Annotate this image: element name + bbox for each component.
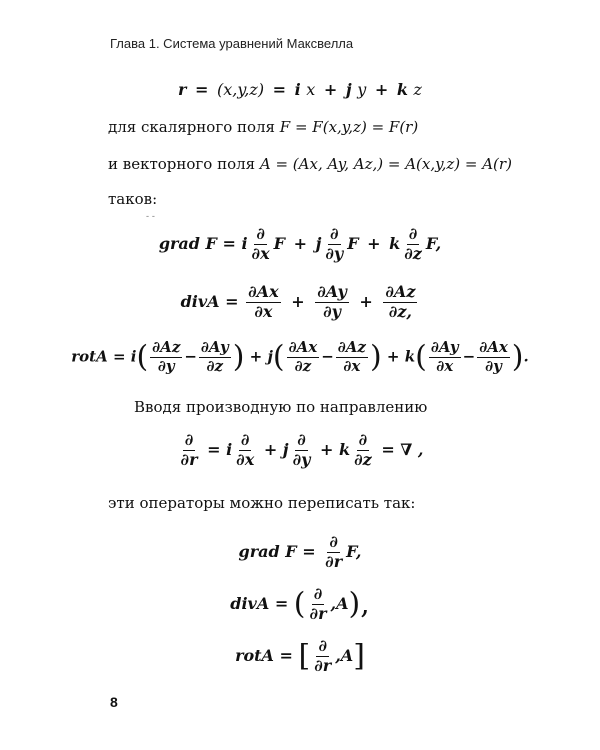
day-dy-fraction [315,284,349,321]
nabla-formula [0,432,600,469]
f-symbol-end: F, [425,233,442,253]
j-unit: j [345,80,352,99]
frac-num: ∂Az [337,338,366,356]
scalar-field-math: F = F(x,y,z) = F(r) [279,118,419,136]
div-lhs: divA = [230,593,289,613]
rot-frac-b2 [336,340,368,375]
equals-sign-2: = [272,80,287,99]
div-nabla-formula [0,586,600,623]
d-dr-fraction [179,432,200,469]
k-unit: k [339,439,351,459]
open-paren: ( [293,586,306,622]
z-var: z [413,80,422,99]
frac-num: ∂ [184,430,194,449]
scalar-field-line [108,118,418,136]
frac-num: ∂Ay [317,282,347,301]
frac-den: ∂r [314,655,332,675]
equals-sign: = [207,439,221,459]
k-unit: k [404,347,416,366]
frac-num: ∂Az [152,338,181,356]
frac-num: ∂ [329,532,338,551]
plus-sign: + [291,291,305,311]
frac-num: ∂ [330,224,339,243]
frac-num: ∂ [408,224,418,243]
frac-den: ∂y [157,356,175,375]
k-unit: k [396,80,408,99]
frac-num: ∂Ax [479,338,508,356]
minus-sign: − [184,347,197,366]
formula-radius-vector [0,80,600,99]
frac-den: ∂z [206,356,224,375]
rot-nabla-formula [0,638,600,675]
nabla-result: = ∇ , [381,439,424,459]
a-vector: ,A [335,645,354,665]
rot-frac-a1 [150,340,182,375]
frac-den: ∂x [251,243,270,263]
vector-field-line [108,155,512,173]
frac-den: ∂z, [388,301,412,321]
scalar-field-text: для скалярного поля [108,118,280,136]
frac-num: ∂Ax [248,282,279,301]
div-lhs: divA = [180,291,239,311]
x-var: x [306,80,316,99]
close-paren: ), [348,586,370,622]
plus-sign: + [359,291,373,311]
d-dx-fraction [234,432,256,469]
frac-num: ∂Ay [430,338,459,356]
frac-den: ∂y [325,243,344,263]
f-symbol: F [347,233,359,253]
frac-den: ∂y [485,356,502,375]
j-unit: j [315,233,322,253]
minus-sign: − [462,347,476,366]
takov-text: таков: [108,190,158,208]
plus-sign: + [320,439,334,459]
j-unit: j [282,439,289,459]
d-dr-fraction [308,586,329,623]
j-unit: j [267,347,273,366]
frac-den: ∂r [325,551,343,571]
a-vector: ,A [330,593,349,613]
y-var: y [357,80,367,99]
rot-frac-a2 [199,340,231,375]
frac-den: ∂y [292,449,311,469]
chapter-header: Глава 1. Система уравнений Максвелла [110,36,354,51]
open-bracket: [ [298,638,311,674]
frac-den: ∂z [404,243,422,263]
d-dy-fraction [323,226,345,263]
frac-num: ∂ [358,430,368,449]
rot-frac-b1 [287,340,320,375]
i-unit: i [241,233,248,253]
frac-den: ∂r [180,449,198,469]
f-symbol: F [273,233,285,253]
frac-num: ∂ [256,224,265,243]
frac-num: ∂ [318,636,328,655]
d-dz-fraction [402,226,424,263]
frac-den: ∂x [436,356,454,375]
frac-num: ∂Ax [288,338,318,356]
grad-lhs: grad F = [158,233,236,253]
rot-lhs: rotA = [71,347,126,366]
equals-sign: = [195,80,209,99]
d-dr-fraction [312,638,333,675]
frac-den: ∂x [343,356,361,375]
plus-sign: + [249,347,263,366]
coord-tuple: (x,y,z) [217,80,265,99]
plus-sign-2: + [374,80,389,99]
plus-sign: + [386,347,400,366]
vector-field-text: и векторного поля [108,155,260,173]
frac-den: ∂y [323,301,341,321]
k-unit: k [389,233,401,253]
grad-nabla-formula [0,534,600,571]
frac-num: ∂Az [385,282,416,301]
i-unit: i [226,439,233,459]
frac-den: ∂x [236,449,255,469]
frac-num: ∂ [297,430,306,449]
page-number: 8 [110,694,118,710]
d-dr-fraction [323,534,344,571]
d-dy-fraction [291,432,313,469]
frac-num: ∂ [240,430,250,449]
close-bracket: ] [353,638,365,674]
div-formula [0,284,600,321]
vector-field-math: A = (Ax, Ay, Az,) = A(x,y,z) = A(r) [259,155,512,173]
r-symbol: r [178,80,187,99]
rot-formula: rotA = i( $\frac{\partial Az}{\partial y}$ − $\frac{\partial Ay}{\partial z}$ ) + j( $\frac{\partial Ax}{\partial z}$ − $\frac{\partial Az}{\partial x}$ ) + k( $\frac{\partial Ay}{\partial x}$ − $\frac{\partial Ax}{\partial y}$ ). [71,338,529,375]
plus-sign: + [323,80,338,99]
frac-den: ∂z [294,356,312,375]
frac-den: ∂r [309,603,327,623]
d-dz-fraction [352,432,374,469]
rot-frac-c1 [429,340,461,375]
rot-lhs: rotA = [235,645,293,665]
minus-sign: − [321,347,334,366]
grad-lhs: grad F = [238,541,316,561]
period: . [523,347,529,366]
grad-formula: grad F = i $\frac{\partial}{\partial x}$ F + j $\frac{\partial}{\partial y}$ F + k $\frac{\partial}{\partial z}$ F, [158,224,442,263]
dax-dx-fraction [246,284,281,321]
d-dx-fraction [250,226,272,263]
frac-den: ∂x [254,301,273,321]
frac-num: ∂ [313,584,323,603]
rewrite-text: эти операторы можно переписать так: [108,494,416,512]
directional-derivative-text: Вводя производную по направлению [134,398,428,416]
frac-num: ∂Ay [200,338,229,356]
frac-den: ∂z [354,449,372,469]
rot-frac-c2 [477,340,510,375]
f-symbol: F, [346,541,362,561]
stray-mark: - - [146,212,155,222]
daz-dz-fraction [383,284,417,321]
i-unit: i [130,347,137,366]
plus-sign: + [263,439,278,459]
i-unit: i [294,80,301,99]
